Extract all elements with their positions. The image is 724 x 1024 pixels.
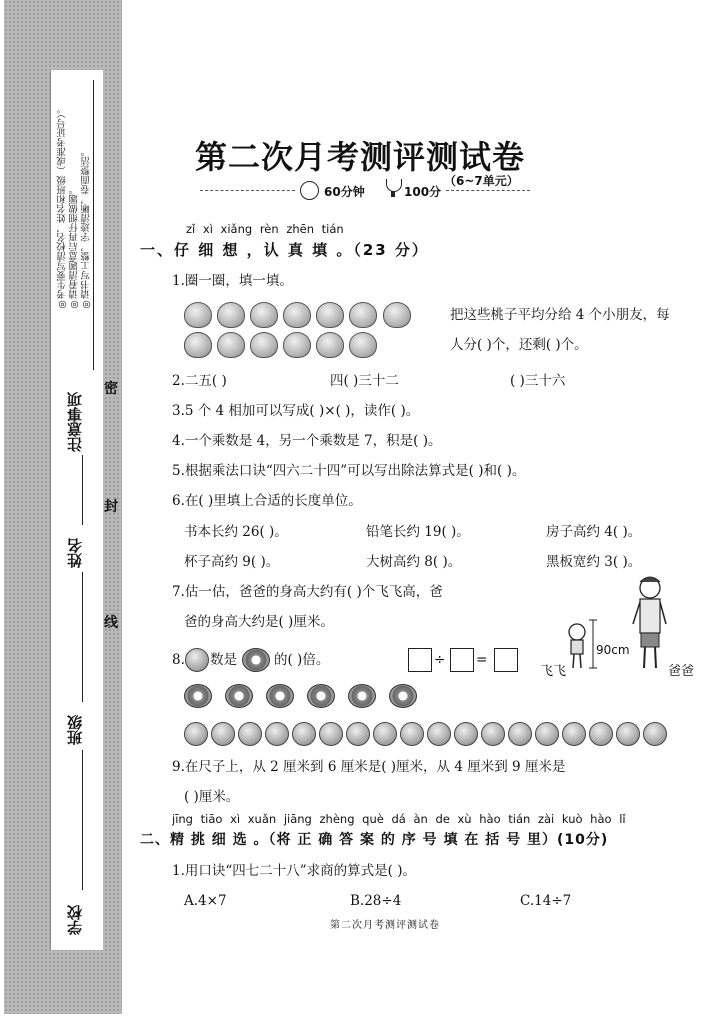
- q9-text-a: 9.在尺子上，从 2 厘米到 6 厘米是( )厘米，从 4 厘米到 9 厘米是: [172, 759, 566, 775]
- peach-icon: [383, 302, 411, 328]
- notice-heading: 注意事项: [66, 392, 84, 452]
- ball-icon: [373, 722, 397, 746]
- yoyo-icon: [307, 684, 335, 708]
- name-label: 姓名: [66, 538, 84, 568]
- ball-icon: [346, 722, 370, 746]
- q7-text-b: 爸的身高大约是( )厘米。: [184, 614, 334, 630]
- q7-text-a: 7.估一估，爸爸的身高大约有( )个飞飞高，爸: [172, 584, 443, 600]
- q8-text-a: 数是: [210, 652, 237, 668]
- clock-icon: [300, 181, 319, 200]
- kid-figure: [569, 624, 585, 668]
- peach-icon: [250, 332, 278, 358]
- yoyo-icon: [225, 684, 253, 708]
- q1-text-b: 人分( )个，还剩( )个。: [450, 337, 588, 353]
- seal-char-mi: 密: [104, 381, 118, 397]
- peach-icon: [316, 302, 344, 328]
- s2-q1-option-a: A.4×7: [184, 893, 227, 909]
- q8-number: 8.: [172, 652, 185, 668]
- q9-text-b: ( )厘米。: [184, 789, 240, 805]
- ball-icon: [562, 722, 586, 746]
- ball-icon: [319, 722, 343, 746]
- ball-row: [184, 722, 670, 750]
- q6-row1-b: 铅笔长约 19( )。: [366, 524, 470, 540]
- q2-part-a: 2.二五( ): [172, 373, 227, 389]
- q1-label: 1.圈一圈，填一填。: [172, 273, 293, 289]
- q1-text-a: 把这些桃子平均分给 4 个小朋友，每: [450, 307, 670, 323]
- q2-part-c: ( )三十六: [510, 373, 566, 389]
- school-label: 学校: [66, 905, 84, 935]
- q4-text: 4.一个乘数是 4，另一个乘数是 7，积是( )。: [172, 433, 442, 449]
- ball-icon: [185, 648, 209, 672]
- peach-icon: [349, 302, 377, 328]
- q8-text-b: 的( )倍。: [274, 652, 330, 668]
- notice-line-1: ◎考生要写清校名，姓名和班级（或准考证号）。: [57, 104, 68, 310]
- kid-name: 飞飞: [540, 664, 567, 679]
- peach-icon: [349, 332, 377, 358]
- divide-sign: ÷: [434, 652, 446, 668]
- section2-pinyin: jīng tiāo xì xuǎn jiāng zhèng què dá àn de xù hào tián zài kuò hào lǐ: [172, 812, 626, 826]
- ball-icon: [211, 722, 235, 746]
- seal-char-feng: 封: [104, 499, 118, 515]
- s2-q1-label: 1.用口诀“四七二十八”求商的算式是( )。: [172, 863, 417, 879]
- page-title: 第二次月考测评测试卷: [194, 138, 525, 176]
- unit-range: （6~7单元）: [444, 174, 519, 188]
- ball-icon: [427, 722, 451, 746]
- peach-icon: [184, 302, 212, 328]
- s2-q1-option-b: B.28÷4: [350, 893, 402, 909]
- page-footer: 第二次月考测评测试卷: [330, 920, 440, 931]
- peach-icon: [316, 332, 344, 358]
- time-limit: 60分钟: [324, 185, 365, 199]
- q6-row1-c: 房子高约 4( )。: [546, 524, 642, 540]
- dad-name: 爸爸: [668, 664, 695, 679]
- seal-char-xian: 线: [104, 615, 118, 631]
- peach-icon: [217, 332, 245, 358]
- section2-heading: 二、精 挑 细 选 。（将 正 确 答 案 的 序 号 填 在 括 号 里）(10分): [140, 832, 609, 848]
- trophy-stem: [391, 191, 395, 197]
- notice-line-2: ◎请看清题意后再仔细做题。: [69, 185, 80, 310]
- yoyo-icon: [389, 684, 417, 708]
- ball-icon: [481, 722, 505, 746]
- name-line: [82, 455, 83, 525]
- class-line: [82, 572, 83, 702]
- peach-icon: [283, 302, 311, 328]
- school-line: [82, 750, 83, 890]
- ball-icon: [589, 722, 613, 746]
- kid-height-label: 90cm: [596, 643, 630, 657]
- answer-box-1[interactable]: [408, 648, 432, 672]
- divider-line: [93, 80, 94, 370]
- q6-row2-a: 杯子高约 9( )。: [184, 554, 280, 570]
- ball-icon: [508, 722, 532, 746]
- class-label: 班级: [66, 715, 84, 745]
- dad-figure: [633, 577, 666, 668]
- yoyo-icon: [266, 684, 294, 708]
- ball-icon: [454, 722, 478, 746]
- yoyo-row: [184, 684, 430, 712]
- ball-icon: [184, 722, 208, 746]
- equals-sign: =: [476, 652, 488, 668]
- yoyo-icon: [242, 648, 270, 672]
- q6-row2-c: 黑板宽约 3( )。: [546, 554, 642, 570]
- header-dash-right: [446, 190, 530, 191]
- ball-icon: [238, 722, 262, 746]
- header-dash-left: [200, 190, 295, 191]
- s2-q1-option-c: C.14÷7: [520, 893, 572, 909]
- peach-icon: [250, 302, 278, 328]
- section1-pinyin: zǐ xì xiǎng rèn zhēn tián: [186, 222, 344, 236]
- section1-heading: 一、仔 细 想 ，认 真 填 。（23 分）: [140, 241, 429, 259]
- ball-icon: [265, 722, 289, 746]
- q6-row2-b: 大树高约 8( )。: [366, 554, 462, 570]
- q2-part-b: 四( )三十二: [330, 373, 399, 389]
- total-score: 100分: [404, 185, 442, 199]
- ball-icon: [643, 722, 667, 746]
- yoyo-icon: [184, 684, 212, 708]
- ball-icon: [292, 722, 316, 746]
- q5-text: 5.根据乘法口诀“四六二十四”可以写出除法算式是( )和( )。: [172, 463, 526, 479]
- q6-label: 6.在( )里填上合适的长度单位。: [172, 493, 362, 509]
- notice-line-3: ◎请书写工整，字迹清晰，卷面整洁。: [81, 147, 92, 310]
- q3-text: 3.5 个 4 相加可以写成( )×( )，读作( )。: [172, 403, 420, 419]
- peach-group: [184, 302, 434, 360]
- ball-icon: [535, 722, 559, 746]
- ball-icon: [400, 722, 424, 746]
- peach-icon: [217, 302, 245, 328]
- peach-icon: [283, 332, 311, 358]
- answer-box-3[interactable]: [494, 648, 518, 672]
- answer-box-2[interactable]: [450, 648, 474, 672]
- ball-icon: [616, 722, 640, 746]
- q6-row1-a: 书本长约 26( )。: [184, 524, 288, 540]
- peach-icon: [184, 332, 212, 358]
- yoyo-icon: [348, 684, 376, 708]
